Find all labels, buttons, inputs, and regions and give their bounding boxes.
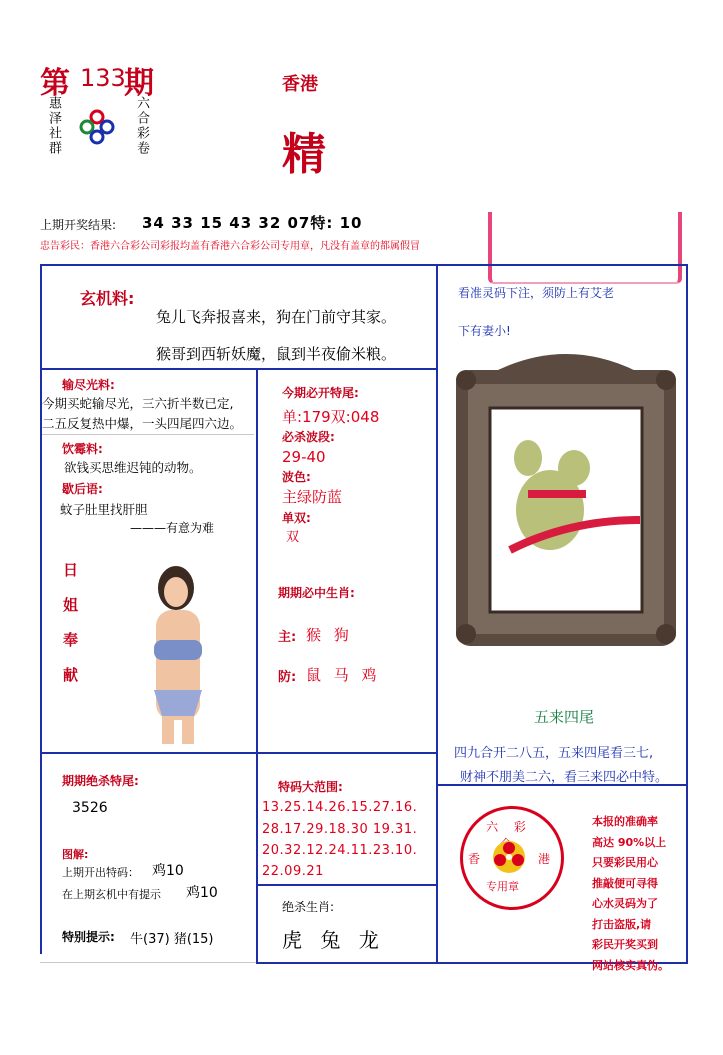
frame-divider — [436, 264, 438, 964]
xuanji-label: 玄机料: — [80, 289, 135, 308]
xuanji-line1: 兔儿飞奔报喜来，狗在门前守其家。 — [156, 308, 397, 326]
right-caption1: 看准灵码下注，须防上有艾老 — [458, 286, 615, 300]
kill-tail-label: 期期绝杀特尾: — [62, 774, 139, 788]
issue-number: 133 — [80, 64, 126, 92]
stamp-right-text: 港 — [538, 852, 551, 866]
title-char: 精 — [282, 129, 326, 180]
special-value: 牛(37) 猪(15) — [130, 932, 214, 947]
frame-right — [686, 264, 688, 964]
special-range-line4: 22.09.21 — [262, 864, 324, 879]
divider-1 — [42, 434, 254, 435]
frame-mid-divider — [256, 368, 258, 964]
odd-even-label: 单双: — [282, 511, 311, 525]
frame-bottom-left — [40, 962, 256, 963]
issue-prefix: 第 — [40, 66, 70, 101]
explain-label: 图解: — [62, 848, 89, 861]
special-range-line3: 20.32.12.24.11.23.10. — [262, 843, 418, 858]
frame-top — [40, 264, 688, 266]
wave-color-value: 主绿防蓝 — [282, 488, 343, 506]
accuracy-line6: 打击盗版,请 — [592, 917, 652, 931]
issue-suffix: 期 — [124, 66, 154, 101]
accuracy-line5: 心水灵码为了 — [592, 897, 658, 910]
last-result-numbers: 34 33 15 43 32 07特: 10 — [142, 214, 363, 232]
explain-line1-value: 鸡10 — [152, 863, 184, 879]
xuanji-line2: 猴哥到西斩妖魔，鼠到半夜偷米粮。 — [156, 345, 397, 363]
stamp-left-text: 香 — [468, 852, 481, 866]
accuracy-line7: 彩民开奖买到 — [592, 938, 658, 951]
kill-zodiac-value: 虎 兔 龙 — [282, 928, 385, 952]
xiehouyu-text: 蚊子肚里找肝胆 — [60, 502, 148, 517]
lottery-logo-icon — [78, 108, 116, 146]
accuracy-line1: 本报的准确率 — [592, 815, 658, 828]
stamp-bottom-text: 专用章 — [486, 880, 519, 893]
accuracy-line3: 只要彩民用心 — [592, 856, 658, 869]
special-range-label: 特码大范围: — [278, 780, 343, 794]
odd-even-value: 双 — [286, 530, 300, 545]
zodiac-guard-value: 鼠 马 鸡 — [306, 666, 381, 684]
yinyu-text: 欲钱买思维迟钝的动物。 — [64, 460, 202, 475]
special-range-line2: 28.17.29.18.30 19.31. — [262, 822, 418, 837]
explain-line2-value: 鸡10 — [186, 885, 218, 901]
publisher-left: 惠泽社群 — [46, 96, 61, 156]
must-tail-label: 今期必开特尾: — [282, 386, 359, 400]
warning-notice: 忠告彩民：香港六合彩公司彩报均盖有香港六合彩公司专用章，凡没有盖章的都属假冒 — [40, 241, 420, 252]
right-caption2: 下有妻小! — [458, 324, 511, 338]
wulai-title: 五来四尾 — [534, 708, 595, 726]
accuracy-line8: 网站核实真伪。 — [592, 958, 669, 972]
decorative-bracket — [488, 212, 682, 284]
special-range-line1: 13.25.14.26.15.27.16. — [262, 800, 418, 815]
stamp-flower-icon — [490, 838, 528, 876]
must-tail-value: 单:179双:048 — [282, 408, 380, 426]
explain-line2-label: 在上期玄机中有提示 — [62, 888, 161, 901]
zodiac-main-label: 主: — [278, 630, 297, 645]
publisher-right: 六合彩卷 — [134, 96, 149, 156]
shuchi-line2: 二五反复热中爆，一头四尾四六边。 — [42, 416, 243, 431]
stamp-top-text: 六 彩 — [486, 820, 532, 834]
region-label: 香港 — [282, 74, 318, 95]
ornate-frame-image — [450, 340, 682, 652]
accuracy-line4: 推敲便可寻得 — [592, 876, 658, 890]
shuchi-line1: 今期买蛇输尽光，三六折半数已定, — [42, 396, 234, 411]
wave-kill-value: 29-40 — [282, 448, 326, 466]
wave-kill-label: 必杀波段: — [282, 430, 335, 444]
zodiac-label: 期期必中生肖: — [278, 586, 355, 600]
model-photo — [118, 560, 228, 746]
accuracy-line2: 高达 90%以上 — [592, 835, 667, 849]
last-result-label: 上期开奖结果: — [40, 218, 117, 232]
frame-h1 — [40, 368, 436, 370]
wave-color-label: 波色: — [282, 470, 311, 484]
kill-zodiac-label: 绝杀生肖: — [282, 900, 335, 914]
poem-line2: 财神不朋美二六，看三来四必中特。 — [460, 770, 669, 785]
shuchi-label: 输尽光料: — [62, 378, 115, 392]
kill-tail-value: 3526 — [72, 800, 108, 816]
zodiac-main-value: 猴 狗 — [306, 626, 353, 644]
explain-line1-label: 上期开出特码： — [62, 866, 139, 879]
zodiac-guard-label: 防: — [278, 670, 297, 685]
daily-label: 日姐奉献 — [61, 562, 79, 702]
xiehouyu-label: 歇后语: — [62, 482, 103, 496]
frame-h4 — [256, 884, 436, 886]
poem-line1: 四九合开二八五，五来四尾看三七, — [454, 746, 654, 761]
yinyu-label: 饮霉料: — [62, 442, 103, 456]
frame-h2 — [40, 752, 436, 754]
xiehouyu-answer: ———有意为难 — [130, 521, 215, 535]
special-label: 特别提示: — [62, 930, 115, 944]
